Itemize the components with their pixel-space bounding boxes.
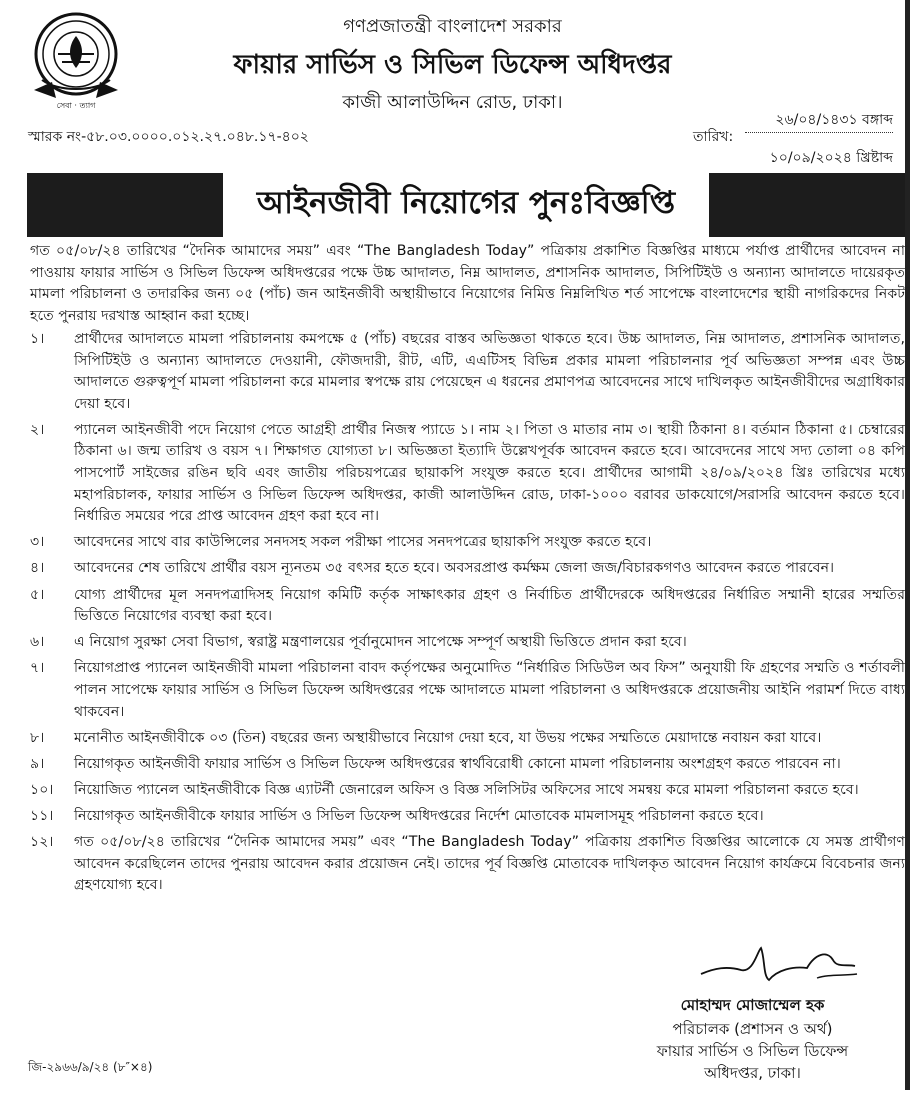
signer-name: মোহাম্মদ মোজাম্মেল হক <box>680 996 825 1014</box>
date-label: তারিখ: <box>693 129 734 145</box>
list-item <box>30 420 905 528</box>
item-number: ১১। <box>30 807 54 824</box>
list-item <box>30 329 905 415</box>
svg-text:সেবা · ত্যাগ: সেবা · ত্যাগ <box>56 101 96 110</box>
item-number: ১। <box>30 331 45 347</box>
item-number: ৯। <box>30 755 45 772</box>
conditions-list <box>30 329 905 901</box>
item-text: প্রার্থীদের আদালতে মামলা পরিচালনায় কমপক্ষে ৫ (পাঁচ) বছরের বাস্তব অভিজ্ঞতা থাকতে হবে। উচ্চ আদালত, নিম্ন আদালত, প্রশাসনিক আদালত, সিপিটিইউ ও অন্যান্য আদালতে দেওয়ানী, ফৌজদারী, রীট, এটি, এএটিসহ বিভিন্ন প্রকার মামলা পরিচালনার পূর্ব অভিজ্ঞতা সম্পন্ন এবং উচ্চ আদালতে গুরুত্বপূর্ণ মামলা পরিচালনা করে মামলার স্বপক্ষে রায় পেয়েছেন এ ধরনের প্রমাণপত্র আবেদনের সাথে দাখিলকৃত আইনজীবীদের অগ্রাধিকার দেয়া হবে। <box>74 331 905 412</box>
item-number: ২। <box>30 421 45 438</box>
item-text: মনোনীত আইনজীবীকে ০৩ (তিন) বছরের জন্য অস্থায়ীভাবে নিয়োগ দেয়া হবে, যা উভয় পক্ষের সম্মতিতে মেয়াদান্তে নবায়ন করা যাবে। <box>74 729 822 746</box>
item-number: ৭। <box>30 660 45 677</box>
date-bangla: ২৬/০৪/১৪৩১ বঙ্গাব্দ <box>745 108 893 133</box>
title-banner <box>27 173 905 237</box>
item-number: ৫। <box>30 586 45 603</box>
list-item <box>30 558 905 580</box>
list-item <box>30 728 905 750</box>
government-heading: গণপ্রজাতন্ত্রী বাংলাদেশ সরকার <box>343 16 562 37</box>
list-item <box>30 585 905 628</box>
list-item <box>30 658 905 723</box>
memo-number: স্মারক নং-৫৮.০৩.০০০০.০১২.২৭.০৪৮.১৭-৪০২ <box>28 129 309 145</box>
item-number: ১২। <box>30 833 54 850</box>
signer-organization: ফায়ার সার্ভিস ও সিভিল ডিফেন্স <box>656 1042 849 1060</box>
signer-designation: পরিচালক (প্রশাসন ও অর্থ) <box>672 1020 833 1038</box>
list-item <box>30 632 905 654</box>
item-text: এ নিয়োগ সুরক্ষা সেবা বিভাগ, স্বরাষ্ট্র মন্ত্রণালয়ের পূর্বানুমোদন সাপেক্ষে সম্পূর্ণ অস্থায়ী ভিত্তিতে প্রদান করা হবে। <box>74 634 687 651</box>
item-text: আবেদনের শেষ তারিখে প্রার্থীর বয়স ন্যূনতম ৩৫ বৎসর হতে হবে। অবসরপ্রাপ্ত কর্মক্ষম জেলা জজ/বিচারকগণও আবেদন করতে পারবেন। <box>74 560 835 577</box>
item-text: নিয়োজিত প্যানেল আইনজীবীকে বিজ্ঞ এ্যাটর্নী জেনারেল অফিস ও বিজ্ঞ সলিসিটর অফিসের সাথে সমন্বয় করে মামলা পরিচালনা করতে হবে। <box>74 781 859 798</box>
list-item <box>30 780 905 802</box>
item-text: নিয়োগকৃত আইনজীবী ফায়ার সার্ভিস ও সিভিল ডিফেন্স অধিদপ্তরের স্বার্থবিরোধী কোনো মামলা পরিচালনায় অংশগ্রহণ করতে পারবেন না। <box>74 755 841 772</box>
office-address: কাজী আলাউদ্দিন রোড, ঢাকা। <box>342 92 563 113</box>
item-text: নিয়োগকৃত আইনজীবীকে ফায়ার সার্ভিস ও সিভিল ডিফেন্স অধিদপ্তরের নির্দেশ মোতাবেক মামলাসমূহ পরিচালনা করতে হবে। <box>74 807 764 824</box>
department-heading: ফায়ার সার্ভিস ও সিভিল ডিফেন্স অধিদপ্তর <box>233 50 672 80</box>
item-number: ৬। <box>30 634 45 651</box>
item-text: যোগ্য প্রার্থীদের মূল সনদপত্রাদিসহ নিয়োগ কমিটি কর্তৃক সাক্ষাৎকার গ্রহণ ও নির্বাচিত প্রার্থীদেরকে অধিদপ্তরের নির্ধারিত সম্মানী হারের সম্মতির ভিত্তিতে নিয়োগের ব্যবস্থা করা হবে। <box>74 586 905 625</box>
list-item <box>30 832 905 897</box>
item-text: নিয়োগপ্রাপ্ত প্যানেল আইনজীবী মামলা পরিচালনা বাবদ কর্তৃপক্ষের অনুমোদিত “নির্ধারিত সিডিউল অব ফিস” অনুযায়ী ফি গ্রহণের সম্মতি ও শর্তাবলী পালন সাপেক্ষে ফায়ার সার্ভিস ও সিভিল ডিফেন্স অধিদপ্তরের পক্ষে আদালতে মামলা পরিচালনা ও অধিদপ্তরকে প্রয়োজনীয় আইনি পরামর্শ দিতে বাধ্য থাকবেন। <box>74 660 905 720</box>
item-number: ৩। <box>30 534 45 551</box>
item-number: ১০। <box>30 781 54 798</box>
item-text: প্যানেল আইনজীবী পদে নিয়োগ পেতে আগ্রহী প্রার্থীর নিজস্ব প্যাডে ১। নাম ২। পিতা ও মাতার নাম ৩। স্থায়ী ঠিকানা ৪। বর্তমান ঠিকানা ৫। চেম্বারের ঠিকানা ৬। জন্ম তারিখ ও বয়স ৭। শিক্ষাগত যোগ্যতা ৮। অভিজ্ঞতা ইত্যাদি উল্লেখপূর্বক আবেদন করতে হবে। আবেদনের সাথে সদ্য তোলা ০৪ কপি পাসপোর্ট সাইজের রঙিন ছবি এবং জাতীয় পরিচয়পত্রের ছায়াকপি সংযুক্ত করতে হবে। প্রার্থীদের আগামী ২৪/০৯/২০২৪ খ্রিঃ তারিখের মধ্যে মহাপরিচালক, ফায়ার সার্ভিস ও সিভিল ডিফেন্স অধিদপ্তর, কাজী আলাউদ্দিন রোড, ঢাকা-১০০০ বরাবর ডাকযোগে/সরাসরি আবেদন করতে হবে। নির্ধারিত সময়ের পরে প্রাপ্ত আবেদন গ্রহণ করা হবে না। <box>74 421 905 525</box>
print-code: জি-২৯৬৬/৯/২৪ (৮″×৪) <box>28 1060 153 1074</box>
date-gregorian: ১০/০৯/২০২৪ খ্রিষ্টাব্দ <box>769 150 893 166</box>
item-text: আবেদনের সাথে বার কাউন্সিলের সনদসহ সকল পরীক্ষা পাসের সনদপত্রের ছায়াকপি সংযুক্ত করতে হবে। <box>74 534 652 551</box>
signer-location: অধিদপ্তর, ঢাকা। <box>704 1064 801 1082</box>
page-edge-divider <box>905 0 910 1090</box>
list-item <box>30 806 905 828</box>
list-item <box>30 754 905 776</box>
item-number: ৪। <box>30 560 45 577</box>
notice-title: আইনজীবী নিয়োগের পুনঃবিজ্ঞপ্তি <box>223 173 709 237</box>
list-item <box>30 532 905 554</box>
item-text: গত ০৫/০৮/২৪ তারিখের “দৈনিক আমাদের সময়” এবং “The Bangladesh Today” পত্রিকায় প্রকাশিত বিজ্ঞপ্তির আলোকে যে সমস্ত প্রার্থীগণ আবেদন করেছিলেন তাদের পুনরায় আবেদন করার প্রয়োজন নেই। তাদের পূর্ব বিজ্ঞপ্তি মোতাবেক দাখিলকৃত আবেদন নিয়োগ কার্যক্রমে বিবেচনার জন্য গ্রহণযোগ্য হবে। <box>74 833 905 894</box>
item-number: ৮। <box>30 729 45 746</box>
handwritten-signature-icon <box>697 940 882 995</box>
intro-paragraph: গত ০৫/০৮/২৪ তারিখের “দৈনিক আমাদের সময়” এবং “The Bangladesh Today” পত্রিকায় প্রকাশিত বিজ্ঞপ্তির মাধ্যমে পর্যাপ্ত প্রার্থীদের আবেদন না পাওয়ায় ফায়ার সার্ভিস ও সিভিল ডিফেন্স অধিদপ্তরের পক্ষে উচ্চ আদালত, নিম্ন আদালত, প্রশাসনিক আদালত, সিপিটিইউ ও অন্যান্য আদালতে দায়েরকৃত মামলা পরিচালনা ও তদারকির জন্য ০৫ (পাঁচ) জন আইনজীবী অস্থায়ীভাবে নিয়োগের নিমিত্ত নিম্নলিখিত শর্ত সাপেক্ষে বাংলাদেশের স্থায়ী নাগরিকদের নিকট হতে পুনরায় দরখাস্ত আহ্বান করা হচ্ছে। <box>30 243 905 324</box>
